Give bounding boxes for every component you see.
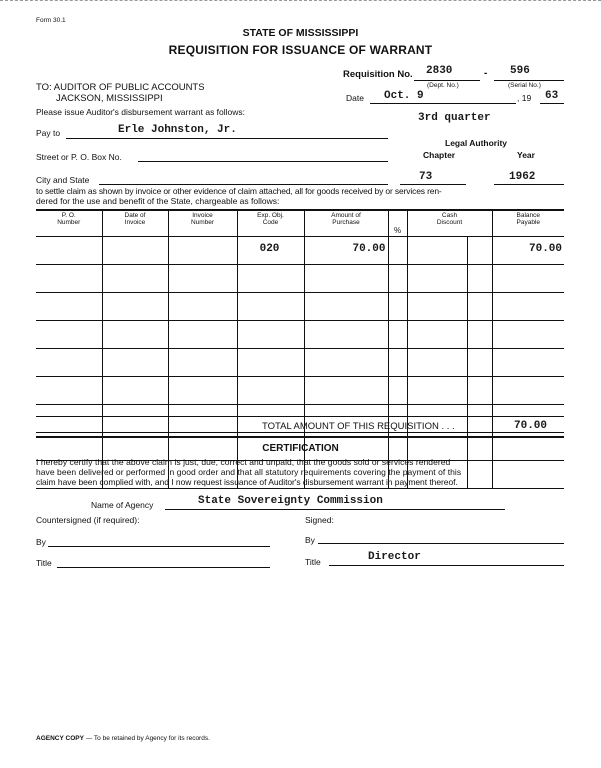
cell-balance-payable: 70.00 (492, 237, 564, 265)
cell-cash-discount (407, 349, 467, 377)
cell-percent (388, 265, 407, 293)
date-line (370, 103, 516, 104)
cell-discount-cents (467, 349, 492, 377)
cell-percent (388, 321, 407, 349)
state-heading: STATE OF MISSISSIPPI (242, 27, 359, 39)
invoice-number-header-text: Invoice Number (190, 212, 215, 226)
pay-to-label: Pay to (36, 128, 61, 138)
cell-po-number (36, 349, 102, 377)
footer-text: — To be retained by Agency for its records. (83, 735, 210, 742)
certification-title: CERTIFICATION (262, 443, 339, 454)
instruction-text: Please issue Auditor's disbursement warrant as follows: (36, 107, 246, 117)
year-label: Year (517, 150, 535, 160)
signed-title-value: Director (368, 551, 421, 563)
table-header-row (36, 210, 564, 237)
serial-no-line (494, 80, 564, 81)
footer-bold: AGENCY COPY (36, 735, 84, 742)
city-line (99, 184, 388, 185)
cell-amount-of-purchase (304, 321, 388, 349)
pay-to-line (66, 138, 388, 139)
city-label: City and State (36, 175, 90, 185)
table-row (36, 377, 564, 405)
cell-date-of-invoice (102, 321, 168, 349)
cell-discount-cents (467, 461, 492, 489)
col-amount-of-purchase (304, 210, 388, 237)
signed-title-line (329, 565, 564, 566)
chapter-line (400, 184, 466, 185)
street-line (138, 161, 388, 162)
agency-line (165, 509, 505, 510)
cell-po-number (36, 321, 102, 349)
cell-balance-payable (492, 349, 564, 377)
col-percent (388, 210, 407, 237)
cell-balance-payable (492, 377, 564, 405)
countersign-title-line (57, 567, 270, 568)
cell-po-number (36, 377, 102, 405)
cell-amount-of-purchase (304, 293, 388, 321)
table-row (36, 293, 564, 321)
year-prefix: , 19 (517, 93, 532, 103)
po-number-header-text: P. O. Number (57, 212, 81, 226)
cash-discount-header-text: Cash Discount (436, 212, 463, 226)
cell-balance-payable (492, 461, 564, 489)
cell-percent (388, 349, 407, 377)
cell-exp-obj-code (237, 321, 304, 349)
cell-exp-obj-code (237, 349, 304, 377)
cell-amount-of-purchase (304, 377, 388, 405)
col-date-of-invoice (102, 210, 168, 237)
year-line (540, 103, 564, 104)
cell-discount-cents (467, 237, 492, 265)
cell-amount-of-purchase (304, 265, 388, 293)
cell-cash-discount (407, 293, 467, 321)
cell-invoice-number (168, 237, 237, 265)
date-of-invoice-header-text: Date of Invoice (124, 212, 146, 226)
cell-percent (388, 237, 407, 265)
cell-discount-cents (467, 321, 492, 349)
date-value: Oct. 9 (384, 90, 424, 102)
cell-po-number (36, 265, 102, 293)
dept-no-caption: (Dept. No.) (427, 82, 459, 89)
cell-percent (388, 377, 407, 405)
cell-invoice-number (168, 405, 237, 433)
table-row (36, 321, 564, 349)
settle-text-line-1: to settle claim as shown by invoice or other evidence of claim attached, all for goods received by or services ren- (36, 186, 442, 196)
form-number: Form 30.1 (36, 17, 66, 24)
signed-label: Signed: (305, 515, 334, 525)
cell-date-of-invoice (102, 377, 168, 405)
cell-exp-obj-code (237, 265, 304, 293)
addressee-line-2: JACKSON, MISSISSIPPI (56, 93, 163, 104)
requisition-label: Requisition No. (343, 69, 413, 80)
cell-po-number (36, 405, 102, 433)
cell-amount-of-purchase (304, 349, 388, 377)
signed-by-label: By (305, 535, 315, 545)
cell-exp-obj-code: 020 (237, 237, 304, 265)
col-po-number (36, 210, 102, 237)
signed-by-line (318, 543, 564, 544)
cell-discount-cents (467, 377, 492, 405)
cell-date-of-invoice (102, 349, 168, 377)
cell-discount-cents (467, 265, 492, 293)
settle-text-line-2: dered for the use and benefit of the State, chargeable as follows: (36, 196, 280, 206)
cell-discount-cents (467, 405, 492, 433)
dept-no-line (414, 80, 480, 81)
cell-po-number (36, 293, 102, 321)
legal-year-line (494, 184, 564, 185)
cell-invoice-number (168, 293, 237, 321)
addressee-line-1: TO: AUDITOR OF PUBLIC ACCOUNTS (36, 82, 205, 93)
exp-obj-code-header-text: Exp. Obj. Code (257, 212, 284, 226)
chapter-value: 73 (419, 171, 433, 183)
table-row (36, 349, 564, 377)
countersign-by-label: By (36, 537, 46, 547)
dept-no-value: 2830 (426, 65, 453, 77)
table-bottom-line (36, 416, 564, 417)
agency-copy-footer (36, 735, 210, 742)
serial-no-caption: (Serial No.) (508, 82, 541, 89)
total-value: 70.00 (514, 420, 548, 432)
cell-balance-payable (492, 293, 564, 321)
cell-cash-discount (407, 377, 467, 405)
certification-line-2: have been delivered or performed in good order and that all statutory requirements covering the payment of this (36, 467, 462, 477)
amount-of-purchase-header-text: Amount of Purchase (331, 212, 361, 226)
col-exp-obj-code (237, 210, 304, 237)
cell-balance-payable (492, 265, 564, 293)
cell-po-number (36, 237, 102, 265)
street-label: Street or P. O. Box No. (36, 152, 122, 162)
cell-amount-of-purchase: 70.00 (304, 237, 388, 265)
cell-cash-discount (407, 265, 467, 293)
certification-line-1: I hereby certify that the above claim is just, due, correct and unpaid, that the goods sold or services rendered (36, 457, 451, 467)
total-label: TOTAL AMOUNT OF THIS REQUISITION . . . (262, 421, 455, 432)
signed-title-label: Title (305, 557, 321, 567)
pay-to-value: Erle Johnston, Jr. (118, 124, 237, 136)
col-balance-payable (492, 210, 564, 237)
cell-exp-obj-code (237, 293, 304, 321)
serial-no-value: 596 (510, 65, 530, 77)
cell-invoice-number (168, 321, 237, 349)
cell-percent (388, 293, 407, 321)
total-rule (36, 436, 564, 438)
year-value: 63 (545, 90, 559, 102)
countersign-title-label: Title (36, 558, 52, 568)
table-row (36, 237, 564, 265)
agency-value: State Sovereignty Commission (198, 495, 383, 507)
table-row (36, 265, 564, 293)
cell-invoice-number (168, 265, 237, 293)
cell-date-of-invoice (102, 265, 168, 293)
perforation-line (0, 0, 601, 1)
cell-discount-cents (467, 293, 492, 321)
countersigned-label: Countersigned (if required): (36, 515, 140, 525)
requisition-dash: - (484, 68, 488, 79)
cell-date-of-invoice (102, 237, 168, 265)
legal-authority-label: Legal Authority (445, 138, 508, 148)
cell-invoice-number (168, 349, 237, 377)
col-invoice-number (168, 210, 237, 237)
cell-invoice-number (168, 377, 237, 405)
cell-exp-obj-code (237, 377, 304, 405)
certification-line-3: claim have been complied with, and I now request issuance of Auditor's disbursement warrant in payment thereof. (36, 477, 458, 487)
agency-label: Name of Agency (91, 500, 154, 510)
quarter-note: 3rd quarter (418, 112, 491, 124)
balance-payable-header-text: Balance Payable (516, 212, 541, 226)
cell-date-of-invoice (102, 293, 168, 321)
date-label: Date (346, 93, 364, 103)
cell-cash-discount (407, 237, 467, 265)
cell-cash-discount (407, 321, 467, 349)
countersign-by-line (48, 546, 270, 547)
form-title: REQUISITION FOR ISSUANCE OF WARRANT (168, 43, 433, 57)
col-cash-discount (407, 210, 492, 237)
chapter-label: Chapter (423, 150, 456, 160)
percent-header-text: % (393, 226, 402, 235)
cell-date-of-invoice (102, 405, 168, 433)
legal-year-value: 1962 (509, 171, 536, 183)
cell-balance-payable (492, 321, 564, 349)
